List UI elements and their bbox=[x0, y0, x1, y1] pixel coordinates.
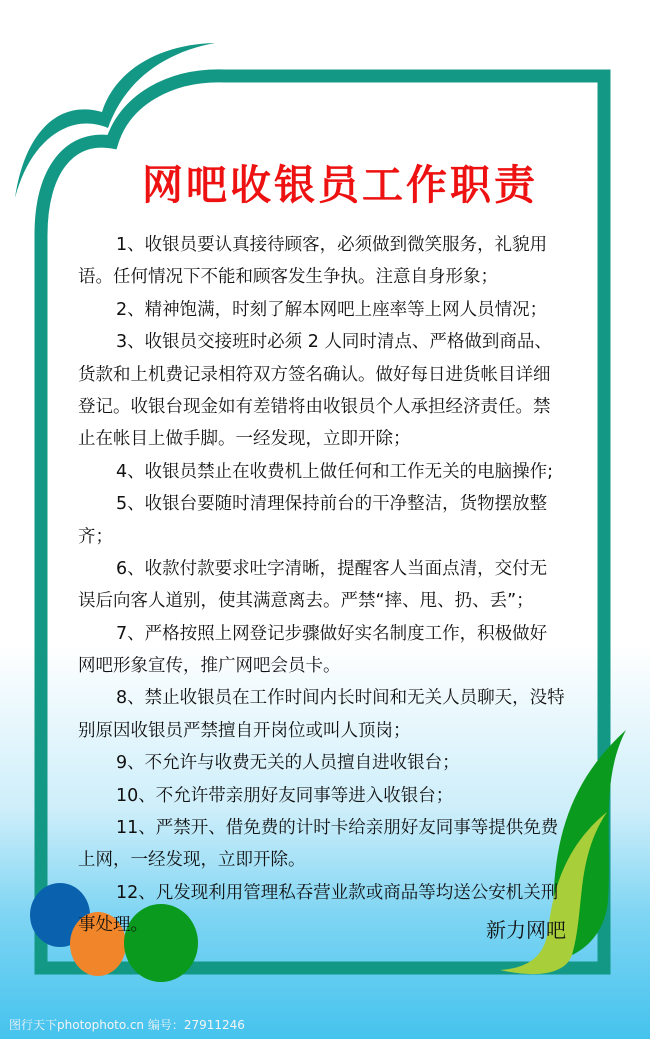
duty-item-line: 12、凡发现利用管理私吞营业款或商品等均送公安机关刑 bbox=[116, 882, 559, 903]
duty-item-line: 货款和上机费记录相符双方签名确认。做好每日进货帐目详细 bbox=[78, 364, 551, 385]
duty-item-line: 别原因收银员严禁擅自开岗位或叫人顶岗； bbox=[78, 720, 411, 741]
watermark: 图行天下photophoto.cn 编号：27911246 bbox=[9, 1018, 245, 1032]
duty-item-line: 3、收银员交接班时必须 2 人同时清点、严格做到商品、 bbox=[116, 332, 552, 353]
duty-item-line: 齐； bbox=[78, 526, 113, 547]
duty-item-line: 4、收银员禁止在收费机上做任何和工作无关的电脑操作; bbox=[116, 461, 554, 482]
duty-item-line: 登记。收银台现金如有差错将由收银员个人承担经济责任。禁 bbox=[78, 396, 551, 417]
duty-item-line: 1、收银员要认真接待顾客，必须做到微笑服务，礼貌用 bbox=[116, 235, 548, 255]
duties-list bbox=[78, 229, 578, 942]
duty-item-line: 2、精神饱满，时刻了解本网吧上座率等上网人员情况； bbox=[116, 299, 548, 320]
duty-item-line: 8、禁止收银员在工作时间内长时间和无关人员聊天，没特 bbox=[116, 688, 565, 709]
duty-item-line: 网吧形象宣传，推广网吧会员卡。 bbox=[78, 656, 341, 677]
duty-item-line: 6、收款付款要求吐字清晰，提醒客人当面点清，交付无 bbox=[116, 558, 548, 579]
signature: 新力网吧 bbox=[486, 918, 566, 942]
duty-item-line: 上网，一经发现，立即开除。 bbox=[78, 850, 306, 871]
duty-item-line: 9、不允许与收费无关的人员擅自进收银台； bbox=[116, 753, 460, 774]
duty-item-line: 事处理。 bbox=[78, 915, 148, 936]
duty-item-line: 语。任何情况下不能和顾客发生争执。注意自身形象； bbox=[78, 267, 498, 288]
duty-item-line: 11、严禁开、借免费的计时卡给亲朋好友同事等提供免费 bbox=[116, 818, 559, 839]
page-title: 网吧收银员工作职责 bbox=[142, 161, 538, 209]
duty-item-line: 7、严格按照上网登记步骤做好实名制度工作，积极做好 bbox=[116, 623, 548, 644]
duty-item-line: 5、收银台要随时清理保持前台的干净整洁，货物摆放整 bbox=[116, 494, 548, 515]
duty-item-line: 止在帐目上做手脚。一经发现，立即开除； bbox=[78, 429, 411, 450]
duty-item-line: 误后向客人道别，使其满意离去。严禁“摔、甩、扔、丢”； bbox=[78, 591, 534, 612]
duty-item-line: 10、不允许带亲朋好友同事等进入收银台； bbox=[116, 785, 454, 806]
